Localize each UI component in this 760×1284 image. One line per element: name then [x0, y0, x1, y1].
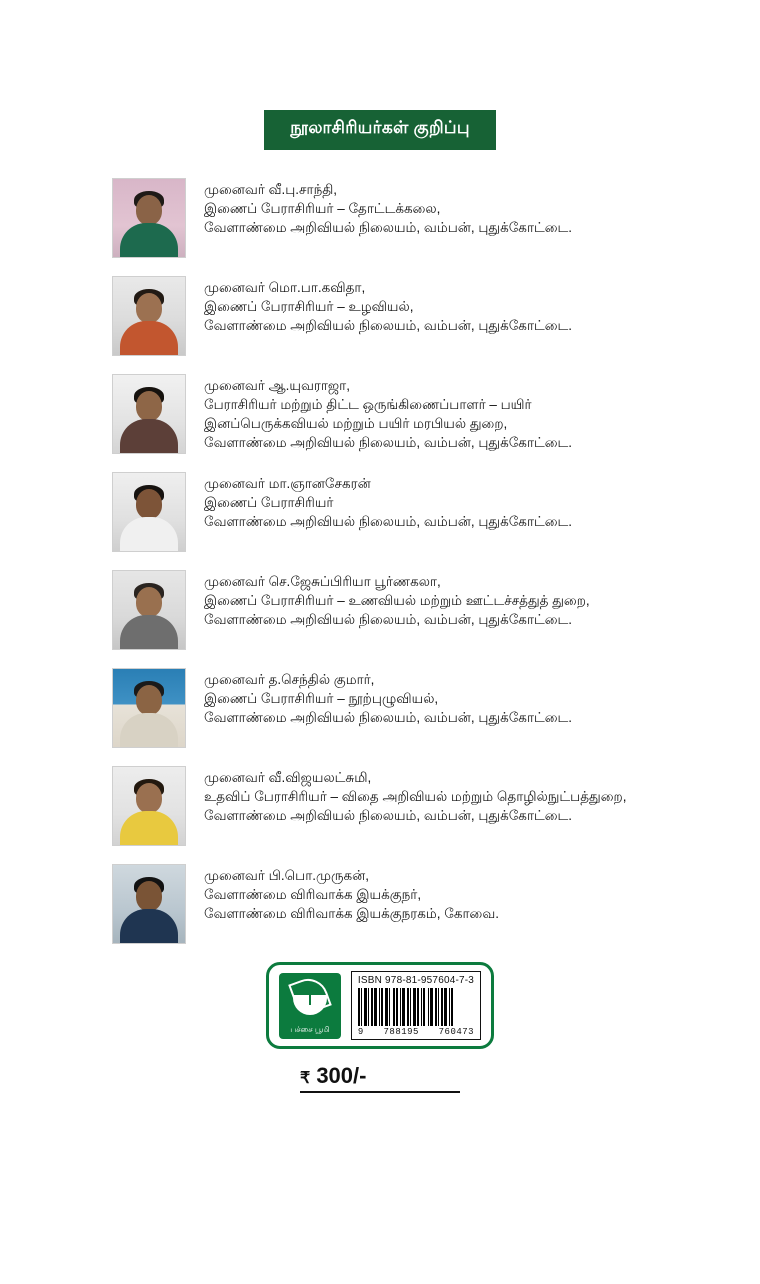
author-name: முனைவர் மொ.பா.கவிதா, — [204, 280, 366, 295]
list-item — [112, 668, 720, 748]
author-photo-kavitha — [112, 276, 186, 356]
list-item — [112, 178, 720, 258]
author-photo-poornakala — [112, 570, 186, 650]
price-value — [300, 1063, 460, 1089]
author-designation: பேராசிரியர் மற்றும் திட்ட ஒருங்கிணைப்பாளர் – பயிர் — [204, 397, 532, 412]
author-designation: இணைப் பேராசிரியர் – தோட்டக்கலை, — [204, 201, 441, 216]
barcode-bars-icon — [358, 988, 474, 1026]
author-affiliation: வேளாண்மை அறிவியல் நிலையம், வம்பன், புதுக்கோட்டை. — [204, 435, 573, 450]
author-photo-gnanasekaran — [112, 472, 186, 552]
author-name: முனைவர் செ.ஜேசுப்பிரியா பூர்ணகலா, — [204, 574, 441, 589]
author-photo-vijayalakshmi — [112, 766, 186, 846]
author-info — [204, 178, 572, 237]
author-affiliation: வேளாண்மை அறிவியல் நிலையம், வம்பன், புதுக்கோட்டை. — [204, 318, 573, 333]
barcode-digit-left: 9 — [357, 1027, 364, 1037]
author-photo-yuvaraja — [112, 374, 186, 454]
list-item — [112, 374, 720, 454]
isbn-section — [0, 962, 760, 1049]
isbn-box — [266, 962, 494, 1049]
list-item — [112, 766, 720, 846]
author-info — [204, 472, 572, 531]
list-item — [112, 472, 720, 552]
author-affiliation: வேளாண்மை அறிவியல் நிலையம், வம்பன், புதுக்கோட்டை. — [204, 710, 573, 725]
author-name: முனைவர் ஆ.யுவராஜா, — [204, 378, 350, 393]
list-item — [112, 570, 720, 650]
author-photo-santhi — [112, 178, 186, 258]
author-affiliation: வேளாண்மை அறிவியல் நிலையம், வம்பன், புதுக்கோட்டை. — [204, 612, 573, 627]
author-designation: இணைப் பேராசிரியர் – நூற்புழுவியல், — [204, 691, 439, 706]
author-name: முனைவர் பி.பொ.முருகன், — [204, 868, 369, 883]
page-title: நூலாசிரியர்கள் குறிப்பு — [264, 110, 496, 150]
publisher-name: பச்சை பூமி — [290, 1024, 330, 1034]
barcode-digits-mid: 788195 — [383, 1027, 419, 1037]
author-department: இனப்பெருக்கவியல் மற்றும் பயிர் மரபியல் துறை, — [204, 416, 508, 431]
author-designation: இணைப் பேராசிரியர் – உணவியல் மற்றும் ஊட்டச்சத்துத் துறை, — [204, 593, 590, 608]
author-designation: இணைப் பேராசிரியர் – உழவியல், — [204, 299, 414, 314]
list-item — [112, 864, 720, 944]
author-designation: உதவிப் பேராசிரியர் – விதை அறிவியல் மற்றும் தொழில்நுட்பத்துறை, — [204, 789, 627, 804]
author-photo-senthilkumar — [112, 668, 186, 748]
author-photo-murugan — [112, 864, 186, 944]
price-section — [0, 1063, 760, 1093]
barcode-numbers — [358, 1027, 474, 1037]
author-designation: வேளாண்மை விரிவாக்க இயக்குநர், — [204, 887, 422, 902]
author-info — [204, 276, 572, 335]
price-amount: 300/- — [316, 1063, 367, 1088]
author-affiliation: வேளாண்மை விரிவாக்க இயக்குநரகம், கோவை. — [204, 906, 499, 921]
author-info — [204, 864, 499, 923]
author-affiliation: வேளாண்மை அறிவியல் நிலையம், வம்பன், புதுக்கோட்டை. — [204, 220, 573, 235]
title-section — [0, 110, 760, 150]
author-info — [204, 570, 590, 629]
author-designation: இணைப் பேராசிரியர் — [204, 495, 334, 510]
barcode — [351, 971, 481, 1040]
isbn-label: ISBN 978-81-957604-7-3 — [357, 975, 475, 986]
author-affiliation: வேளாண்மை அறிவியல் நிலையம், வம்பன், புதுக்கோட்டை. — [204, 808, 573, 823]
author-name: முனைவர் வீ.விஜயலட்சுமி, — [204, 770, 372, 785]
rupee-icon: ₹ — [300, 1070, 311, 1087]
list-item — [112, 276, 720, 356]
author-name: முனைவர் த.செந்தில் குமார், — [204, 672, 375, 687]
publisher-logo-icon — [279, 973, 341, 1039]
author-info — [204, 668, 572, 727]
author-info — [204, 766, 626, 825]
barcode-digits-right: 760473 — [438, 1027, 475, 1037]
author-name: முனைவர் மா.ஞானசேகரன் — [204, 476, 371, 491]
price-underline — [300, 1091, 460, 1093]
author-info — [204, 374, 572, 452]
book-back-cover — [0, 110, 760, 1284]
author-name: முனைவர் வீ.பு.சாந்தி, — [204, 182, 338, 197]
author-affiliation: வேளாண்மை அறிவியல் நிலையம், வம்பன், புதுக்கோட்டை. — [204, 514, 573, 529]
authors-list — [0, 178, 760, 944]
